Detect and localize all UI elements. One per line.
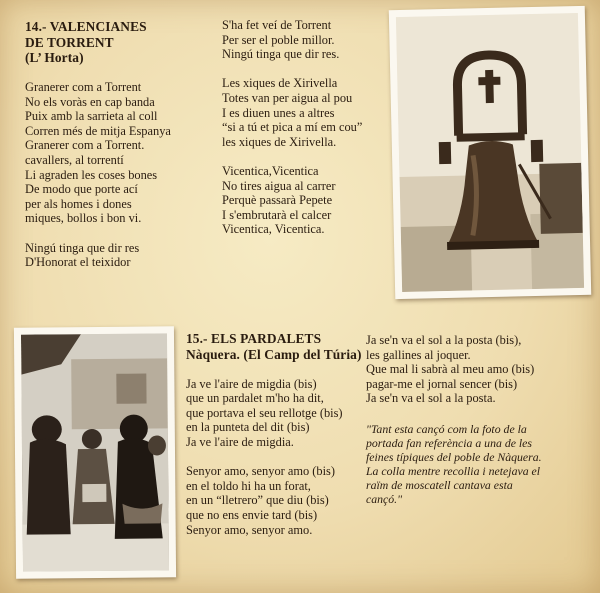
song15-verse-1 bbox=[186, 377, 362, 450]
verse-line: No els voràs en cap banda bbox=[25, 94, 155, 109]
song14-column-2 bbox=[222, 18, 362, 237]
verse-line: Senyor amo, senyor amo (bis) bbox=[186, 464, 336, 479]
verse-line: Ja se'n va el sol a la posta (bis), bbox=[366, 333, 522, 347]
grape-harvesters-photo bbox=[14, 326, 176, 578]
harvesters-illustration bbox=[21, 333, 169, 571]
verse-line: les xiques de Xirivella. bbox=[222, 134, 337, 149]
song14-region: (L’ Horta) bbox=[25, 50, 84, 65]
verse-line: Ningú tinga que dir res bbox=[25, 240, 140, 255]
verse-line: No tires aigua al carrer bbox=[222, 178, 336, 193]
verse-line: que portava el seu rellotge (bis) bbox=[186, 405, 343, 420]
verse-line: Totes van per aigua al pou bbox=[222, 90, 353, 105]
verse-line: Corren més de mitja Espanya bbox=[25, 123, 171, 138]
verse-line: Ja ve l'aire de migdia (bis) bbox=[186, 376, 317, 391]
song14-verse-4 bbox=[222, 76, 362, 149]
song15-verse-2 bbox=[186, 464, 362, 537]
song14-title: 14.- VALENCIANES bbox=[25, 19, 147, 34]
verse-line: pagar-me el jornal sencer (bis) bbox=[366, 376, 518, 391]
verse-line: Ja se'n va el sol a la posta. bbox=[366, 391, 496, 406]
song14-verse-2 bbox=[25, 241, 171, 270]
verse-line: les gallines al joquer. bbox=[366, 347, 471, 362]
song15-verse-3 bbox=[366, 333, 542, 406]
note-line: cançó." bbox=[366, 491, 403, 506]
song15-column-2 bbox=[366, 333, 542, 506]
song14-title-line2: DE TORRENT bbox=[25, 34, 114, 50]
verse-line: Ja ve l'aire de migdia. bbox=[186, 434, 294, 449]
verse-line: Puix amb la sarrieta al coll bbox=[25, 109, 158, 124]
song14-verse-3 bbox=[222, 18, 362, 62]
verse-line: Vicentica,Vicentica bbox=[222, 163, 319, 178]
verse-line: Senyor amo, senyor amo. bbox=[186, 522, 313, 537]
verse-line: S'ha fet veí de Torrent bbox=[222, 18, 332, 32]
verse-line: D'Honorat el teixidor bbox=[25, 255, 131, 270]
song15-column-1 bbox=[186, 331, 362, 537]
verse-line: I es diuen unes a altres bbox=[222, 105, 335, 120]
bell-illustration bbox=[396, 13, 584, 292]
verse-line: De modo que porte ací bbox=[25, 182, 138, 197]
verse-line: que un pardalet m'ho ha dit, bbox=[186, 391, 324, 406]
verse-line: “si a tú et pica a mí em cou” bbox=[222, 120, 363, 135]
verse-line: Granerer com a Torrent. bbox=[25, 138, 145, 153]
verse-line: Ningú tinga que dir res. bbox=[222, 47, 340, 62]
verse-line: Per ser el poble millor. bbox=[222, 32, 335, 47]
verse-line: Granerer com a Torrent bbox=[25, 80, 142, 95]
note-line: raïm de moscatell cantava esta bbox=[366, 477, 513, 492]
verse-line: en un “lletrero” que diu (bis) bbox=[186, 493, 329, 508]
note-line: portada fan referència a una de les bbox=[366, 435, 533, 450]
song14-verse-1 bbox=[25, 80, 171, 226]
verse-line: que no ens envie tard (bis) bbox=[186, 507, 318, 522]
verse-line: per als homes i dones bbox=[25, 196, 132, 211]
verse-line: cavallers, al torrentí bbox=[25, 153, 124, 168]
note-line: feines típiques del poble de Nàquera. bbox=[366, 449, 542, 464]
song15-title: 15.- ELS PARDALETS bbox=[186, 331, 322, 346]
verse-line: miques, bollos i bon vi. bbox=[25, 211, 142, 226]
verse-line: Que mal li sabrà al meu amo (bis) bbox=[366, 362, 535, 377]
note-line: "Tant esta cançó com la foto de la bbox=[366, 421, 527, 436]
song15-region: Nàquera. (El Camp del Túria) bbox=[186, 346, 362, 362]
verse-line: Vicentica, Vicentica. bbox=[222, 222, 325, 237]
note-line: La colla mentre recollia i netejava el bbox=[366, 463, 541, 478]
verse-line: I s'embrutarà el calcer bbox=[222, 207, 332, 222]
song14-verse-5 bbox=[222, 164, 362, 237]
verse-line: en la punteta del dit (bis) bbox=[186, 420, 310, 435]
verse-line: Perquè passarà Pepete bbox=[222, 193, 333, 208]
song14-column-1 bbox=[25, 19, 171, 270]
verse-line: Li agraden les coses bones bbox=[25, 167, 158, 182]
song15-note bbox=[366, 422, 542, 506]
verse-line: en el toldo hi ha un forat, bbox=[186, 478, 311, 493]
church-bell-photo bbox=[389, 6, 592, 299]
verse-line: Les xiques de Xirivella bbox=[222, 76, 338, 91]
